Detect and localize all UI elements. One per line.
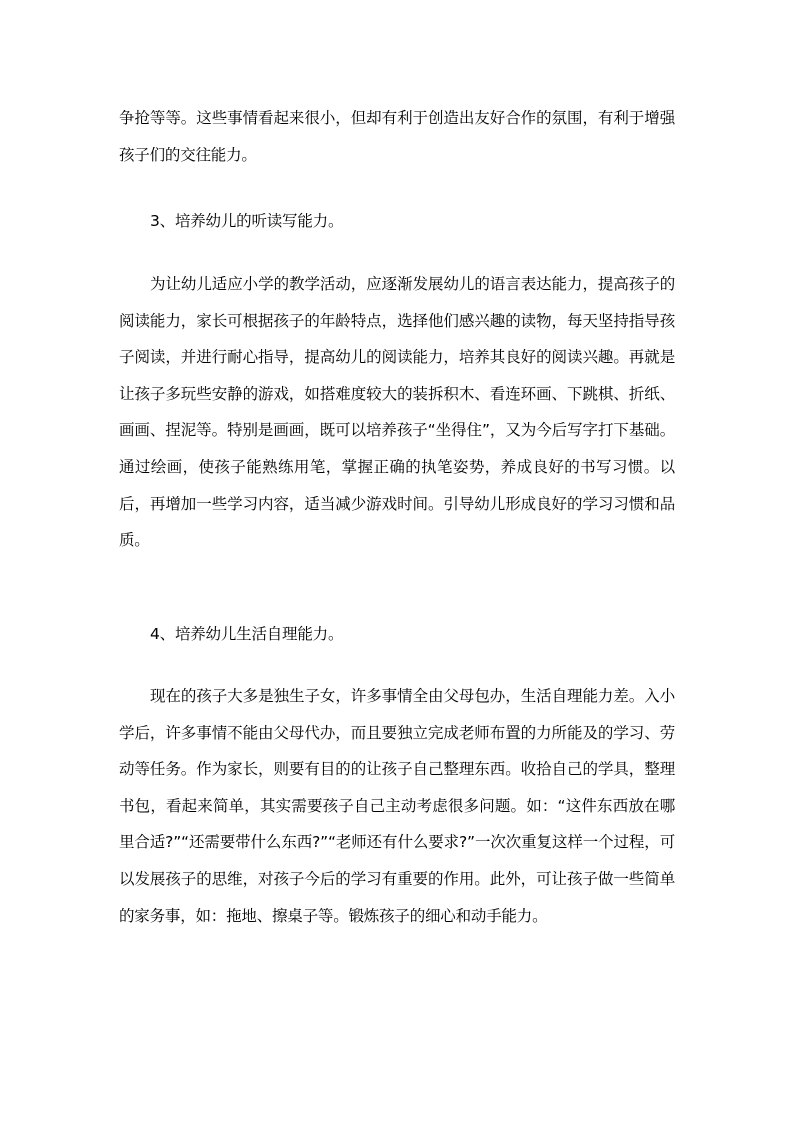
- paragraph-reading-writing: 为让幼儿适应小学的教学活动，应逐渐发展幼儿的语言表达能力，提高孩子的阅读能力，家长可根据孩子的年龄特点，选择他们感兴趣的读物，每天坚持指导孩子阅读，并进行耐心指导，提高幼儿的阅读能力，培养其良好的阅读兴趣。再就是让孩子多玩些安静的游戏，如搭难度较大的装拆积木、看连环画、下跳棋、折纸、画画、捏泥等。特别是画画，既可以培养孩子“坐得住”，又为今后写字打下基础。通过绘画，使孩子能熟练用笔，掌握正确的执笔姿势，养成良好的书写习惯。以后，再增加一些学习内容，适当减少游戏时间。引导幼儿形成良好的学习习惯和品质。: [119, 275, 675, 550]
- paragraph-self-care: 现在的孩子大多是独生子女，许多事情全由父母包办，生活自理能力差。入小学后，许多事情不能由父母代办，而且要独立完成老师布置的力所能及的学习、劳动等任务。作为家长，则要有目的的让孩子自己整理东西。收拾自己的学具，整理书包，看起来简单，其实需要孩子自己主动考虑很多问题。如：“这件东西放在哪里合适?”“还需要带什么东西?”“老师还有什么要求?”一次次重复这样一个过程，可以发展孩子的思维，对孩子今后的学习有重要的作用。此外，可让孩子做一些简单的家务事，如：拖地、擦桌子等。锻炼孩子的细心和动手能力。: [119, 687, 675, 925]
- paragraph-continuation: 争抢等等。这些事情看起来很小，但却有利于创造出友好合作的氛围，有利于增强孩子们的交往能力。: [119, 109, 675, 164]
- section-heading-4: 4、培养幼儿生活自理能力。: [150, 625, 344, 643]
- section-heading-3: 3、培养幼儿的听读写能力。: [150, 212, 344, 230]
